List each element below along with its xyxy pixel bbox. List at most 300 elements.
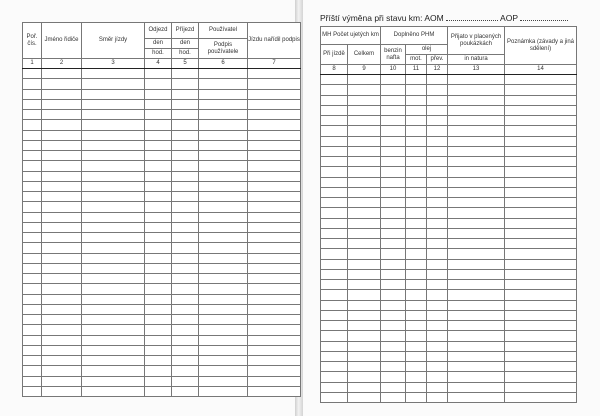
entry-cell[interactable]: [427, 85, 448, 95]
entry-cell[interactable]: [348, 228, 381, 238]
entry-cell[interactable]: [448, 239, 505, 249]
entry-cell[interactable]: [23, 356, 42, 366]
entry-cell[interactable]: [82, 222, 145, 232]
entry-cell[interactable]: [427, 362, 448, 372]
entry-cell[interactable]: [348, 75, 381, 85]
entry-cell[interactable]: [145, 263, 172, 273]
entry-cell[interactable]: [448, 167, 505, 177]
entry-cell[interactable]: [145, 192, 172, 202]
entry-cell[interactable]: [42, 325, 82, 335]
entry-cell[interactable]: [248, 120, 301, 130]
entry-cell[interactable]: [406, 331, 427, 341]
entry-cell[interactable]: [82, 110, 145, 120]
entry-cell[interactable]: [145, 315, 172, 325]
entry-cell[interactable]: [381, 157, 406, 167]
entry-cell[interactable]: [321, 126, 348, 136]
entry-cell[interactable]: [42, 161, 82, 171]
entry-cell[interactable]: [23, 325, 42, 335]
entry-cell[interactable]: [448, 208, 505, 218]
entry-cell[interactable]: [381, 310, 406, 320]
entry-cell[interactable]: [23, 89, 42, 99]
entry-cell[interactable]: [23, 233, 42, 243]
entry-cell[interactable]: [172, 243, 199, 253]
entry-cell[interactable]: [42, 366, 82, 376]
entry-cell[interactable]: [42, 304, 82, 314]
entry-cell[interactable]: [381, 372, 406, 382]
entry-cell[interactable]: [348, 208, 381, 218]
entry-cell[interactable]: [348, 300, 381, 310]
entry-cell[interactable]: [406, 269, 427, 279]
entry-cell[interactable]: [406, 392, 427, 402]
entry-cell[interactable]: [348, 290, 381, 300]
entry-cell[interactable]: [381, 259, 406, 269]
entry-cell[interactable]: [381, 362, 406, 372]
entry-cell[interactable]: [42, 110, 82, 120]
entry-cell[interactable]: [199, 212, 248, 222]
entry-cell[interactable]: [199, 335, 248, 345]
entry-cell[interactable]: [199, 366, 248, 376]
entry-cell[interactable]: [348, 321, 381, 331]
entry-cell[interactable]: [427, 198, 448, 208]
entry-cell[interactable]: [248, 192, 301, 202]
entry-cell[interactable]: [82, 130, 145, 140]
entry-cell[interactable]: [23, 79, 42, 89]
entry-cell[interactable]: [172, 366, 199, 376]
entry-cell[interactable]: [505, 239, 577, 249]
entry-cell[interactable]: [505, 331, 577, 341]
entry-cell[interactable]: [448, 136, 505, 146]
entry-cell[interactable]: [248, 69, 301, 79]
entry-cell[interactable]: [145, 140, 172, 150]
entry-cell[interactable]: [381, 249, 406, 259]
entry-cell[interactable]: [427, 321, 448, 331]
entry-cell[interactable]: [381, 392, 406, 402]
entry-cell[interactable]: [448, 372, 505, 382]
entry-cell[interactable]: [427, 331, 448, 341]
entry-cell[interactable]: [199, 151, 248, 161]
entry-cell[interactable]: [82, 140, 145, 150]
entry-cell[interactable]: [321, 239, 348, 249]
entry-cell[interactable]: [406, 167, 427, 177]
entry-cell[interactable]: [505, 290, 577, 300]
entry-cell[interactable]: [427, 177, 448, 187]
entry-cell[interactable]: [448, 75, 505, 85]
entry-cell[interactable]: [82, 335, 145, 345]
entry-cell[interactable]: [172, 79, 199, 89]
entry-cell[interactable]: [82, 274, 145, 284]
entry-cell[interactable]: [505, 310, 577, 320]
entry-cell[interactable]: [145, 99, 172, 109]
entry-cell[interactable]: [348, 218, 381, 228]
entry-cell[interactable]: [145, 202, 172, 212]
entry-cell[interactable]: [145, 151, 172, 161]
entry-cell[interactable]: [199, 243, 248, 253]
entry-cell[interactable]: [406, 362, 427, 372]
entry-cell[interactable]: [248, 161, 301, 171]
entry-cell[interactable]: [23, 202, 42, 212]
entry-cell[interactable]: [406, 187, 427, 197]
entry-cell[interactable]: [406, 95, 427, 105]
entry-cell[interactable]: [406, 136, 427, 146]
entry-cell[interactable]: [448, 341, 505, 351]
entry-cell[interactable]: [145, 110, 172, 120]
entry-cell[interactable]: [448, 228, 505, 238]
entry-cell[interactable]: [199, 325, 248, 335]
entry-cell[interactable]: [427, 341, 448, 351]
entry-cell[interactable]: [248, 325, 301, 335]
entry-cell[interactable]: [248, 253, 301, 263]
entry-cell[interactable]: [199, 202, 248, 212]
entry-cell[interactable]: [145, 243, 172, 253]
entry-cell[interactable]: [82, 263, 145, 273]
entry-cell[interactable]: [23, 171, 42, 181]
entry-cell[interactable]: [406, 198, 427, 208]
entry-cell[interactable]: [172, 110, 199, 120]
entry-cell[interactable]: [427, 95, 448, 105]
entry-cell[interactable]: [448, 198, 505, 208]
entry-cell[interactable]: [23, 253, 42, 263]
entry-cell[interactable]: [381, 208, 406, 218]
entry-cell[interactable]: [145, 345, 172, 355]
entry-cell[interactable]: [82, 386, 145, 396]
entry-cell[interactable]: [427, 300, 448, 310]
entry-cell[interactable]: [321, 249, 348, 259]
entry-cell[interactable]: [321, 136, 348, 146]
entry-cell[interactable]: [172, 161, 199, 171]
entry-cell[interactable]: [199, 345, 248, 355]
entry-cell[interactable]: [248, 345, 301, 355]
entry-cell[interactable]: [199, 110, 248, 120]
entry-cell[interactable]: [199, 192, 248, 202]
entry-cell[interactable]: [82, 284, 145, 294]
aom-blank[interactable]: [446, 13, 498, 21]
entry-cell[interactable]: [199, 140, 248, 150]
entry-cell[interactable]: [381, 136, 406, 146]
entry-cell[interactable]: [42, 263, 82, 273]
entry-cell[interactable]: [42, 284, 82, 294]
entry-cell[interactable]: [505, 228, 577, 238]
entry-cell[interactable]: [505, 157, 577, 167]
entry-cell[interactable]: [248, 335, 301, 345]
entry-cell[interactable]: [348, 382, 381, 392]
entry-cell[interactable]: [199, 79, 248, 89]
entry-cell[interactable]: [145, 222, 172, 232]
entry-cell[interactable]: [42, 233, 82, 243]
entry-cell[interactable]: [505, 187, 577, 197]
entry-cell[interactable]: [82, 120, 145, 130]
entry-cell[interactable]: [505, 382, 577, 392]
entry-cell[interactable]: [199, 376, 248, 386]
entry-cell[interactable]: [348, 167, 381, 177]
entry-cell[interactable]: [42, 212, 82, 222]
entry-cell[interactable]: [448, 362, 505, 372]
entry-cell[interactable]: [248, 140, 301, 150]
entry-cell[interactable]: [199, 315, 248, 325]
entry-cell[interactable]: [248, 151, 301, 161]
entry-cell[interactable]: [23, 222, 42, 232]
entry-cell[interactable]: [199, 120, 248, 130]
entry-cell[interactable]: [172, 356, 199, 366]
entry-cell[interactable]: [172, 345, 199, 355]
entry-cell[interactable]: [145, 386, 172, 396]
entry-cell[interactable]: [381, 95, 406, 105]
entry-cell[interactable]: [82, 151, 145, 161]
entry-cell[interactable]: [321, 85, 348, 95]
entry-cell[interactable]: [172, 253, 199, 263]
entry-cell[interactable]: [172, 192, 199, 202]
entry-cell[interactable]: [42, 315, 82, 325]
entry-cell[interactable]: [145, 253, 172, 263]
entry-cell[interactable]: [82, 161, 145, 171]
entry-cell[interactable]: [406, 372, 427, 382]
entry-cell[interactable]: [145, 304, 172, 314]
entry-cell[interactable]: [427, 146, 448, 156]
entry-cell[interactable]: [406, 310, 427, 320]
entry-cell[interactable]: [348, 177, 381, 187]
entry-cell[interactable]: [172, 151, 199, 161]
entry-cell[interactable]: [145, 274, 172, 284]
entry-cell[interactable]: [42, 376, 82, 386]
entry-cell[interactable]: [42, 274, 82, 284]
entry-cell[interactable]: [406, 146, 427, 156]
entry-cell[interactable]: [172, 171, 199, 181]
entry-cell[interactable]: [172, 89, 199, 99]
entry-cell[interactable]: [427, 116, 448, 126]
entry-cell[interactable]: [348, 372, 381, 382]
entry-cell[interactable]: [82, 345, 145, 355]
entry-cell[interactable]: [42, 335, 82, 345]
entry-cell[interactable]: [145, 89, 172, 99]
entry-cell[interactable]: [406, 126, 427, 136]
entry-cell[interactable]: [505, 167, 577, 177]
entry-cell[interactable]: [145, 171, 172, 181]
entry-cell[interactable]: [348, 280, 381, 290]
entry-cell[interactable]: [248, 99, 301, 109]
entry-cell[interactable]: [348, 105, 381, 115]
entry-cell[interactable]: [381, 300, 406, 310]
entry-cell[interactable]: [145, 120, 172, 130]
entry-cell[interactable]: [406, 290, 427, 300]
entry-cell[interactable]: [381, 187, 406, 197]
entry-cell[interactable]: [145, 233, 172, 243]
entry-cell[interactable]: [23, 376, 42, 386]
entry-cell[interactable]: [42, 356, 82, 366]
entry-cell[interactable]: [448, 290, 505, 300]
entry-cell[interactable]: [82, 356, 145, 366]
entry-cell[interactable]: [172, 376, 199, 386]
entry-cell[interactable]: [348, 310, 381, 320]
entry-cell[interactable]: [448, 310, 505, 320]
entry-cell[interactable]: [145, 69, 172, 79]
entry-cell[interactable]: [172, 263, 199, 273]
entry-cell[interactable]: [145, 130, 172, 140]
entry-cell[interactable]: [321, 259, 348, 269]
entry-cell[interactable]: [427, 136, 448, 146]
entry-cell[interactable]: [406, 382, 427, 392]
entry-cell[interactable]: [381, 105, 406, 115]
entry-cell[interactable]: [321, 116, 348, 126]
entry-cell[interactable]: [23, 151, 42, 161]
entry-cell[interactable]: [427, 249, 448, 259]
entry-cell[interactable]: [321, 157, 348, 167]
entry-cell[interactable]: [505, 146, 577, 156]
entry-cell[interactable]: [248, 274, 301, 284]
entry-cell[interactable]: [172, 120, 199, 130]
entry-cell[interactable]: [448, 95, 505, 105]
entry-cell[interactable]: [381, 351, 406, 361]
entry-cell[interactable]: [406, 177, 427, 187]
entry-cell[interactable]: [42, 202, 82, 212]
entry-cell[interactable]: [505, 105, 577, 115]
entry-cell[interactable]: [42, 345, 82, 355]
entry-cell[interactable]: [381, 382, 406, 392]
entry-cell[interactable]: [82, 99, 145, 109]
entry-cell[interactable]: [248, 284, 301, 294]
entry-cell[interactable]: [406, 208, 427, 218]
entry-cell[interactable]: [248, 130, 301, 140]
entry-cell[interactable]: [23, 294, 42, 304]
entry-cell[interactable]: [321, 290, 348, 300]
entry-cell[interactable]: [172, 140, 199, 150]
entry-cell[interactable]: [248, 171, 301, 181]
entry-cell[interactable]: [381, 218, 406, 228]
entry-cell[interactable]: [42, 120, 82, 130]
entry-cell[interactable]: [42, 130, 82, 140]
aop-blank[interactable]: [520, 13, 568, 21]
entry-cell[interactable]: [406, 249, 427, 259]
entry-cell[interactable]: [23, 284, 42, 294]
entry-cell[interactable]: [321, 372, 348, 382]
entry-cell[interactable]: [348, 198, 381, 208]
entry-cell[interactable]: [82, 181, 145, 191]
entry-cell[interactable]: [23, 130, 42, 140]
entry-cell[interactable]: [172, 304, 199, 314]
entry-cell[interactable]: [42, 171, 82, 181]
entry-cell[interactable]: [427, 392, 448, 402]
entry-cell[interactable]: [427, 75, 448, 85]
entry-cell[interactable]: [348, 126, 381, 136]
entry-cell[interactable]: [199, 130, 248, 140]
entry-cell[interactable]: [381, 75, 406, 85]
entry-cell[interactable]: [505, 198, 577, 208]
entry-cell[interactable]: [406, 239, 427, 249]
entry-cell[interactable]: [406, 351, 427, 361]
entry-cell[interactable]: [427, 290, 448, 300]
entry-cell[interactable]: [427, 228, 448, 238]
entry-cell[interactable]: [23, 110, 42, 120]
entry-cell[interactable]: [348, 351, 381, 361]
entry-cell[interactable]: [448, 331, 505, 341]
entry-cell[interactable]: [248, 263, 301, 273]
entry-cell[interactable]: [348, 259, 381, 269]
entry-cell[interactable]: [427, 218, 448, 228]
entry-cell[interactable]: [381, 321, 406, 331]
entry-cell[interactable]: [348, 95, 381, 105]
entry-cell[interactable]: [505, 136, 577, 146]
entry-cell[interactable]: [172, 130, 199, 140]
entry-cell[interactable]: [448, 382, 505, 392]
entry-cell[interactable]: [381, 198, 406, 208]
entry-cell[interactable]: [381, 126, 406, 136]
entry-cell[interactable]: [145, 212, 172, 222]
entry-cell[interactable]: [199, 89, 248, 99]
entry-cell[interactable]: [23, 263, 42, 273]
entry-cell[interactable]: [427, 382, 448, 392]
entry-cell[interactable]: [321, 187, 348, 197]
entry-cell[interactable]: [23, 161, 42, 171]
entry-cell[interactable]: [172, 202, 199, 212]
entry-cell[interactable]: [381, 167, 406, 177]
entry-cell[interactable]: [172, 325, 199, 335]
entry-cell[interactable]: [381, 331, 406, 341]
entry-cell[interactable]: [145, 366, 172, 376]
entry-cell[interactable]: [42, 79, 82, 89]
entry-cell[interactable]: [381, 280, 406, 290]
entry-cell[interactable]: [145, 335, 172, 345]
entry-cell[interactable]: [42, 99, 82, 109]
entry-cell[interactable]: [427, 351, 448, 361]
entry-cell[interactable]: [321, 362, 348, 372]
entry-cell[interactable]: [172, 315, 199, 325]
entry-cell[interactable]: [448, 249, 505, 259]
entry-cell[interactable]: [348, 187, 381, 197]
entry-cell[interactable]: [505, 75, 577, 85]
entry-cell[interactable]: [505, 177, 577, 187]
entry-cell[interactable]: [427, 187, 448, 197]
entry-cell[interactable]: [448, 146, 505, 156]
entry-cell[interactable]: [321, 95, 348, 105]
entry-cell[interactable]: [23, 181, 42, 191]
entry-cell[interactable]: [505, 351, 577, 361]
entry-cell[interactable]: [321, 321, 348, 331]
entry-cell[interactable]: [23, 274, 42, 284]
entry-cell[interactable]: [248, 110, 301, 120]
entry-cell[interactable]: [406, 116, 427, 126]
entry-cell[interactable]: [82, 202, 145, 212]
entry-cell[interactable]: [505, 392, 577, 402]
entry-cell[interactable]: [381, 228, 406, 238]
entry-cell[interactable]: [448, 300, 505, 310]
entry-cell[interactable]: [82, 233, 145, 243]
entry-cell[interactable]: [42, 181, 82, 191]
entry-cell[interactable]: [82, 243, 145, 253]
entry-cell[interactable]: [172, 233, 199, 243]
entry-cell[interactable]: [448, 177, 505, 187]
entry-cell[interactable]: [427, 259, 448, 269]
entry-cell[interactable]: [321, 351, 348, 361]
entry-cell[interactable]: [448, 85, 505, 95]
entry-cell[interactable]: [23, 140, 42, 150]
entry-cell[interactable]: [23, 69, 42, 79]
entry-cell[interactable]: [348, 116, 381, 126]
entry-cell[interactable]: [172, 181, 199, 191]
entry-cell[interactable]: [145, 161, 172, 171]
entry-cell[interactable]: [82, 366, 145, 376]
entry-cell[interactable]: [199, 99, 248, 109]
entry-cell[interactable]: [199, 161, 248, 171]
entry-cell[interactable]: [381, 177, 406, 187]
entry-cell[interactable]: [145, 79, 172, 89]
entry-cell[interactable]: [348, 331, 381, 341]
entry-cell[interactable]: [348, 269, 381, 279]
entry-cell[interactable]: [199, 274, 248, 284]
entry-cell[interactable]: [23, 315, 42, 325]
entry-cell[interactable]: [406, 341, 427, 351]
entry-cell[interactable]: [406, 75, 427, 85]
entry-cell[interactable]: [23, 99, 42, 109]
entry-cell[interactable]: [448, 218, 505, 228]
entry-cell[interactable]: [145, 376, 172, 386]
